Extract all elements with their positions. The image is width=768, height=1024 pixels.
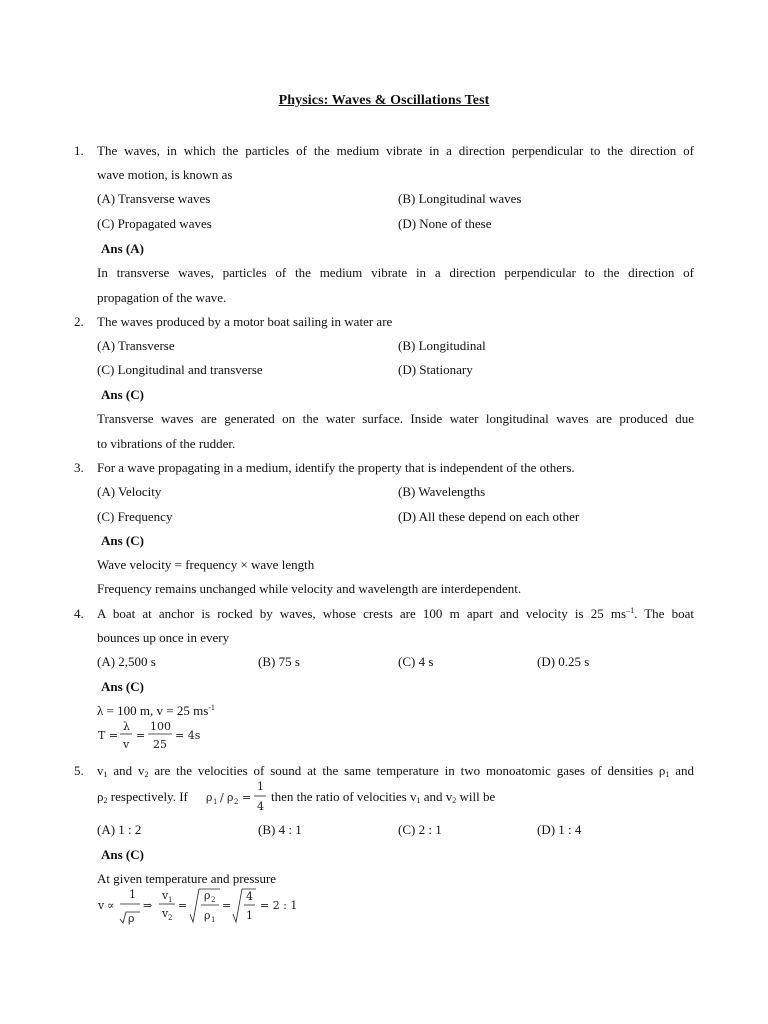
svg-text:T =: T = [98, 729, 119, 742]
option-d: (D) None of these [398, 216, 492, 231]
svg-text:v: v [162, 889, 169, 902]
svg-text:λ: λ [123, 720, 130, 733]
question-text: The waves, in which the particles of the medium vibrate in a direction perpendicular to the direction of [97, 143, 694, 158]
svg-text:ρ: ρ [204, 889, 211, 902]
option-c: (C) 4 s [398, 654, 434, 669]
option-d: (D) 1 : 4 [537, 822, 582, 837]
svg-text:1: 1 [129, 888, 136, 901]
question-number: 1. [74, 143, 84, 158]
question-text: wave motion, is known as [97, 167, 233, 182]
option-b: (B) Wavelengths [398, 484, 486, 499]
option-a: (A) 1 : 2 [97, 822, 142, 837]
option-c: (C) Longitudinal and transverse [97, 362, 263, 377]
svg-text:⇒: ⇒ [143, 899, 153, 912]
explanation-text: At given temperature and pressure [97, 871, 277, 886]
question-text: $v_1$ and $v_2$ are the velocities of sound at the same temperature in two monoatomic gases of densities $\rho_1$ and [97, 763, 694, 779]
svg-text:1: 1 [213, 798, 218, 806]
explanation-text: Frequency remains unchanged while velocity and wavelength are interdependent. [97, 581, 522, 596]
svg-text:ρ: ρ [128, 912, 135, 925]
svg-text:1: 1 [246, 909, 253, 922]
svg-text:2: 2 [234, 798, 239, 806]
option-d: (D) 0.25 s [537, 654, 590, 669]
question-text: The waves produced by a motor boat sailing in water are [97, 314, 393, 329]
period-formula [96, 718, 216, 752]
svg-text:∝: ∝ [107, 899, 115, 912]
svg-text:100: 100 [150, 720, 171, 733]
explanation-text: propagation of the wave. [97, 290, 227, 305]
option-b: (B) 4 : 1 [258, 822, 302, 837]
svg-text:=: = [136, 729, 146, 742]
svg-text:2: 2 [211, 896, 216, 904]
svg-text:v: v [98, 899, 105, 912]
answer-label: Ans (C) [101, 387, 144, 402]
option-d: (D) All these depend on each other [398, 509, 580, 524]
option-b: (B) Longitudinal [398, 338, 486, 353]
velocity-ratio-formula [96, 886, 326, 930]
option-c: (C) 2 : 1 [398, 822, 442, 837]
svg-text:=: = [222, 899, 232, 912]
question-number: 2. [74, 314, 84, 329]
option-a: (A) 2,500 s [97, 654, 156, 669]
explanation-text: to vibrations of the rudder. [97, 436, 236, 451]
page-title: Physics: Waves & Oscillations Test [278, 93, 490, 108]
question-number: 5. [74, 763, 84, 778]
explanation-text: λ = 100 m, v = 25 $ms^{-1}$ [97, 703, 215, 718]
answer-label: Ans (A) [101, 241, 144, 256]
svg-text:v: v [162, 907, 169, 920]
option-a: (A) Transverse [97, 338, 175, 353]
option-b: (B) Longitudinal waves [398, 191, 522, 206]
explanation-text: Transverse waves are generated on the water surface. Inside water longitudinal waves are produced due [97, 411, 694, 426]
answer-label: Ans (C) [101, 533, 144, 548]
option-a: (A) Velocity [97, 484, 162, 499]
option-c: (C) Propagated waves [97, 216, 212, 231]
svg-text:ρ: ρ [227, 791, 234, 804]
svg-text:4: 4 [257, 800, 264, 813]
svg-text:ρ: ρ [206, 791, 213, 804]
svg-text:/: / [220, 791, 224, 804]
question-number: 4. [74, 606, 84, 621]
explanation-text: Wave velocity = frequency × wave length [97, 557, 315, 572]
svg-text:4: 4 [246, 890, 253, 903]
explanation-text: In transverse waves, particles of the medium vibrate in a direction perpendicular to the direction of [97, 265, 694, 280]
answer-label: Ans (C) [101, 847, 144, 862]
option-a: (A) Transverse waves [97, 191, 211, 206]
svg-text:1: 1 [168, 896, 173, 904]
question-number: 3. [74, 460, 84, 475]
svg-text:1: 1 [257, 780, 264, 793]
svg-text:1: 1 [211, 916, 216, 924]
option-c: (C) Frequency [97, 509, 173, 524]
svg-text:= 4s: = 4s [175, 729, 201, 742]
question-text: $\rho_2$ respectively. If [97, 789, 188, 805]
answer-label: Ans (C) [101, 679, 144, 694]
density-ratio-formula [202, 779, 272, 815]
question-text: bounces up once in every [97, 630, 230, 645]
question-text: A boat at anchor is rocked by waves, whose crests are 100 m apart and velocity is 25 $ms^{-1}$. The boat [97, 606, 694, 621]
svg-text:ρ: ρ [204, 909, 211, 922]
svg-text:= 2 : 1: = 2 : 1 [260, 899, 298, 912]
svg-text:=: = [178, 899, 188, 912]
svg-text:2: 2 [168, 914, 173, 922]
svg-text:v: v [123, 738, 130, 751]
svg-text:=: = [242, 791, 252, 804]
svg-text:25: 25 [153, 738, 167, 751]
option-b: (B) 75 s [258, 654, 300, 669]
question-text: then the ratio of velocities $v_1$ and $v_2$ will be [271, 789, 496, 805]
question-text: For a wave propagating in a medium, identify the property that is independent of the others. [97, 460, 575, 475]
option-d: (D) Stationary [398, 362, 473, 377]
